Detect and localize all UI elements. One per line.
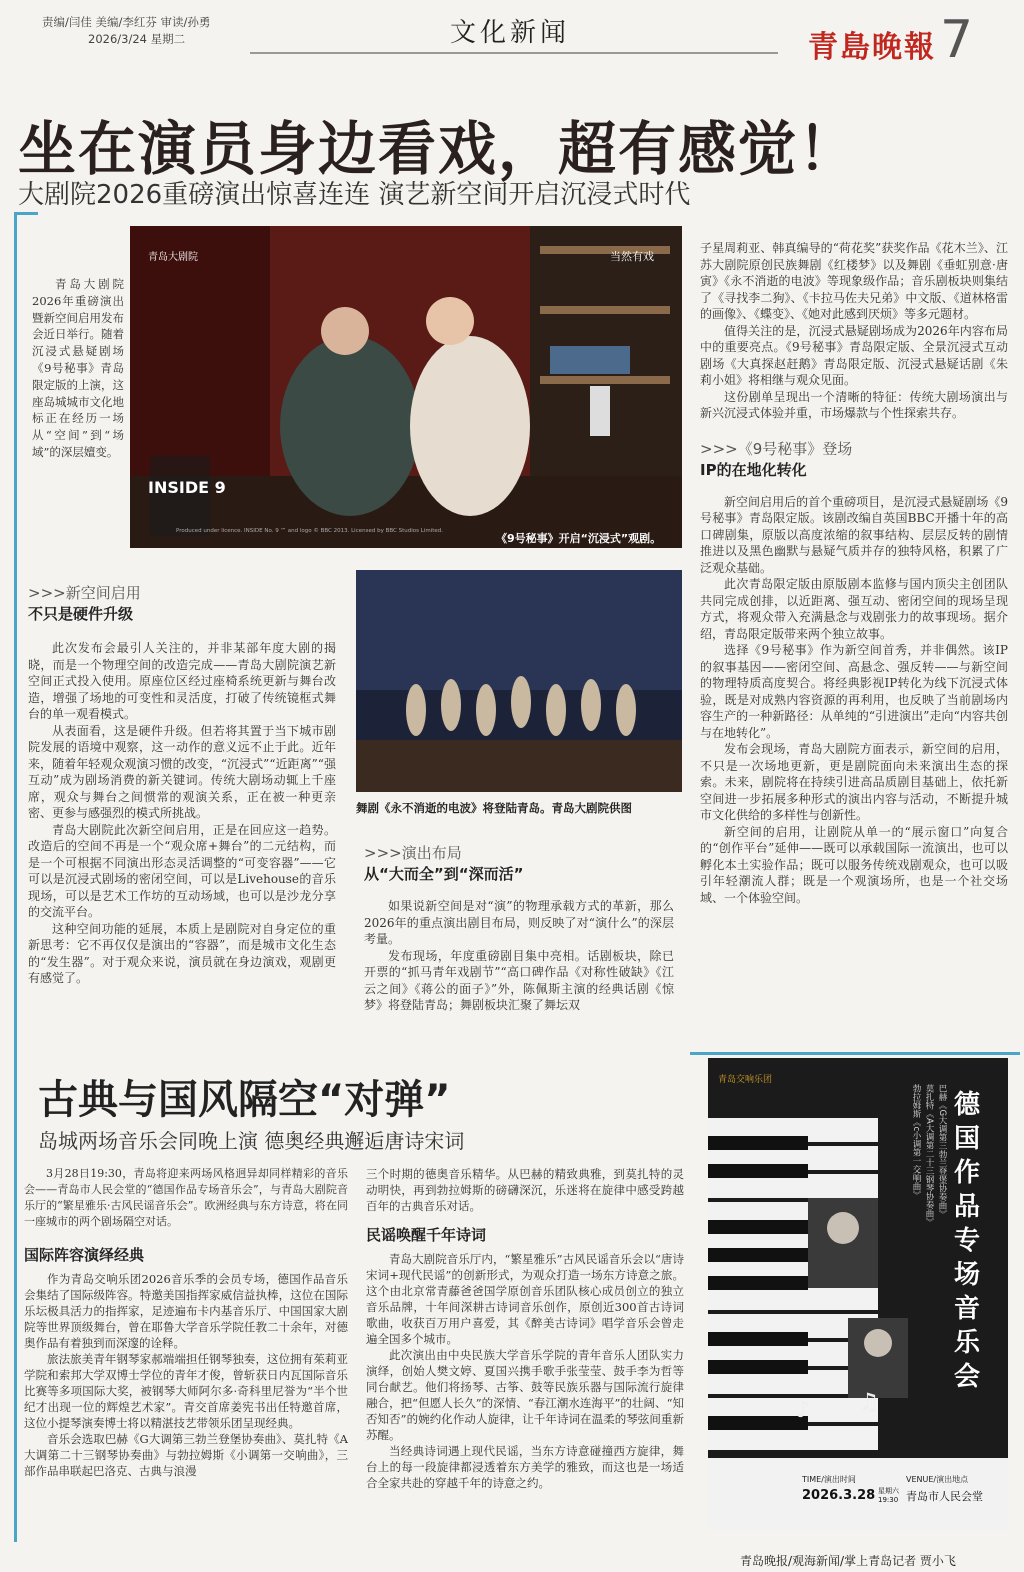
article2-section1-body xyxy=(24,1271,348,1479)
poster-piece: 勃拉姆斯《c小调第一交响曲》 xyxy=(911,1084,921,1200)
paragraph: 选择《9号秘事》作为新空间首秀，并非偶然。该IP的叙事基因——密闭空间、高悬念、强反转——与新空间的物理特质高度契合。将经典影视IP转化为线下沉浸式体验，既是对成熟内容资源的再利用，也反映了当前剧场内容生产的一种新路径：从单纯的“引进演出”走向“内容共创与在地转化”。 xyxy=(700,643,1008,740)
paragraph: 旅法旅美青年钢琴家郝端端担任钢琴独奏，这位拥有茱莉亚学院和索邦大学双博士学位的青年才俊，曾斩获日内瓦国际音乐比赛等多项国际大奖，被钢琴大师阿尔多·奇科里尼誉为“半个世纪才出现一位的辉煌艺术家”。青交首席姜宪书出任特邀首席，这位小提琴演奏博士将以精湛技艺带领乐团呈现经典。 xyxy=(24,1352,348,1430)
paragraph: 当经典诗词遇上现代民谣，当东方诗意碰撞西方旋律，舞台上的每一段旋律都浸透着东方美学的雅致，而这也是一场适合全家共赴的穿越千年的诗意之约。 xyxy=(366,1444,684,1490)
section1-body xyxy=(28,640,336,987)
paper-logo: 青島晚報 xyxy=(808,30,936,65)
photo1-caption: 《9号秘事》开启“沉浸式”观剧。 xyxy=(496,532,662,545)
poster-title: 德国作品专场音乐会 xyxy=(954,1090,981,1392)
section1 xyxy=(28,582,336,987)
column3-body-top xyxy=(700,240,1008,422)
paragraph: 发布现场，年度重磅剧目集中亮相。话剧板块，除已开票的“抓马青年戏剧节”“高口碑作品《对称性破缺》《江云之间》《蒋公的面子》”外，陈佩斯主演的经典话剧《惊梦》将登陆青岛；舞剧板块汇聚了舞坛双 xyxy=(364,948,674,1012)
inside9-photo xyxy=(130,226,682,548)
section2-kicker: >>>演出布局 xyxy=(364,844,462,862)
article1-subheadline: 大剧院2026重磅演出惊喜连连 演艺新空间开启沉浸式时代 xyxy=(18,180,691,210)
concert-hour: 19:30 xyxy=(878,1496,899,1504)
byline: 青岛晚报/观海新闻/掌上青岛记者 贾小飞 xyxy=(740,1554,956,1568)
paragraph: 新空间的启用，让剧院从单一的“展示窗口”向复合的“创作平台”延伸——既可以承载国际一流演出，也可以孵化本土实验作品；既可以服务传统戏剧观众，也可以吸引年轻潮流人群；既是一个观演场所，也是一个社交场域、一个体验空间。 xyxy=(700,824,1008,905)
column3-body-bottom xyxy=(700,494,1008,907)
paragraph: 发布会现场，青岛大剧院方面表示，新空间的启用，不只是一次场地更新，更是剧院面向未来演出生态的探索。未来，剧院将在持续引进高品质剧目基础上，依托新空间进一步拓展多种形式的演出内容与活动，不断提升城市文化供给的多样性与创新性。 xyxy=(700,742,1008,822)
paragraph: 从表面看，这是硬件升级。但若将其置于当下城市剧院发展的语境中观察，这一动作的意义远不止于此。近年来，随着年轻观众观演习惯的改变，“沉浸式”“近距离”“强互动”成为剧场消费的新关键词。传统大剧场动辄上千座席，观众与舞台之间惯常的观演关系，正在被一种更亲密、更参与感强烈的模式所挑战。 xyxy=(28,723,336,820)
paragraph: 新空间启用后的首个重磅项目，是沉浸式悬疑剧场《9号秘事》青岛限定版。该剧改编自英国BBC开播十年的高口碑剧集，原版以高度浓缩的叙事结构、层层反转的剧情推进以及黑色幽默与悬疑气质并存的独特风格，积累了广泛观众基础。 xyxy=(700,494,1008,575)
article2-section2-title: 民谣唤醒千年诗词 xyxy=(366,1226,487,1244)
paragraph: 此次发布会最引人关注的，并非某部年度大剧的揭晓，而是一个物理空间的改造完成——青岛大剧院演艺新空间正式投入使用。原座位区经过座椅系统更新与舞台改造，增强了场地的可变性和灵活度，打破了传统镜框式舞台的单一观看模式。 xyxy=(28,641,336,721)
article2-col1 xyxy=(24,1244,348,1479)
article2-lead: 3月28日19:30，青岛将迎来两场风格迥异却同样精彩的音乐会——青岛市人民会堂的“德国作品专场音乐会”，与青岛大剧院音乐厅的“繁星雅乐·古风民谣音乐会”。欧洲经典与东方诗意，将在同一座城市的两个剧场隔空对话。 xyxy=(24,1167,348,1228)
poster-pieces xyxy=(896,1084,948,1226)
theatre-logo: 青岛大剧院 xyxy=(148,252,198,263)
article-divider xyxy=(690,1052,1020,1055)
poster-piece: 巴赫《G大调第三勃兰登堡协奏曲》 xyxy=(937,1084,947,1219)
photo2-caption: 舞剧《永不消逝的电波》将登陆青岛。青岛大剧院供图 xyxy=(356,801,632,815)
poster-piece: 莫扎特《A大调第二十三钢琴协奏曲》 xyxy=(924,1084,934,1226)
article2-subheadline: 岛城两场音乐会同晚上演 德奥经典邂逅唐诗宋词 xyxy=(38,1129,465,1153)
section1-kicker: >>>新空间启用 xyxy=(28,584,141,602)
article2-section2-body xyxy=(366,1251,684,1491)
dance-photo xyxy=(356,570,682,792)
section2-title: 从“大而全”到“深而活” xyxy=(364,865,524,883)
section-rule xyxy=(250,52,778,54)
paragraph: 这份剧单呈现出一个清晰的特征：传统大剧场演出与新兴沉浸式体验并重，市场爆款与个性探索共存。 xyxy=(700,389,1008,420)
venue-label: VENUE/演出地点 xyxy=(906,1475,969,1484)
article2-col2 xyxy=(366,1166,684,1491)
inside9-poster-text: INSIDE 9 xyxy=(148,478,226,497)
paragraph: 此次青岛限定版由原版剧本监修与国内顶尖主创团队共同完成创排，以近距离、强互动、密闭空间的现场呈现方式，将观众带入充满悬念与戏剧张力的故事现场。据介绍，青岛限定版带来两个独立故事。 xyxy=(700,577,1008,641)
section3-title: IP的在地化转化 xyxy=(700,460,807,479)
music-note-icon: ♪ xyxy=(796,1398,811,1423)
article2-headline: 古典与国风隔空“对弹” xyxy=(38,1077,451,1123)
section-title: 文化新闻 xyxy=(449,18,570,48)
masthead-credits xyxy=(42,14,210,48)
article1-headline: 坐在演员身边看戏，超有感觉！ xyxy=(18,115,859,183)
concert-venue: 青岛市人民会堂 xyxy=(906,1490,983,1503)
photo-credit: Produced under licence. INSIDE No. 9 ™ and logo © BBC 2013. Licensed by BBC Studios Limited. xyxy=(176,528,444,534)
article1-lead: 青岛大剧院2026年重磅演出暨新空间启用发布会近日举行。随着沉浸式悬疑剧场《9号秘事》青岛限定版的上演，这座岛城城市文化地标正在经历一场从“空间”到“场域”的深层嬗变。 xyxy=(32,277,124,459)
concert-poster xyxy=(708,1058,1008,1530)
section2-body xyxy=(364,898,674,1014)
paragraph: 值得关注的是，沉浸式悬疑剧场成为2026年内容布局中的重要亮点。《9号秘事》青岛限定版、全景沉浸式互动剧场《大真探赵赶鹅》青岛限定版、沉浸式悬疑话剧《朱莉小姐》将相继与观众见面。 xyxy=(700,323,1008,387)
date-line: 2026/3/24 星期二 xyxy=(88,32,186,46)
paragraph: 青岛大剧院此次新空间启用，正是在回应这一趋势。改造后的空间不再是一个“观众席+舞台”的二元结构，而是一个可根据不同演出形态灵活调整的“可变容器”——它可以是沉浸式剧场的密闭空间，可以是Livehouse的音乐现场，可以是艺术工作坊的互动场域，也可以是沙龙分享的交流平台。 xyxy=(28,822,336,919)
section1-title: 不只是硬件升级 xyxy=(28,605,134,623)
concert-weekday: 星期六 xyxy=(878,1487,899,1495)
paragraph: 此次演出由中央民族大学音乐学院的青年音乐人团队实力演绎，创始人樊文婷、夏国兴携手歌手张莹莹、鼓手李为哲等同台献艺。他们将扬琴、古筝、鼓等民族乐器与国际流行旋律融合，把“但愿人长久”的深情、“春江潮水连海平”的壮阔、“知否知否”的婉约化作动人旋律，让千年诗词在温柔的琴弦间重新苏醒。 xyxy=(366,1348,684,1442)
time-label: TIME/演出时间 xyxy=(802,1475,856,1484)
editors-line: 责编/闫佳 美编/李红芬 审读/孙勇 xyxy=(42,15,211,29)
paragraph: 这种空间功能的延展，本质上是剧院对自身定位的重新思考：它不再仅仅是演出的“容器”，而是城市文化生态的“发生器”。对于观众来说，演员就在身边演戏，观剧更有感觉了。 xyxy=(28,921,336,985)
dance-stage-image xyxy=(356,570,682,792)
music-note-icon: ♫ xyxy=(858,1388,880,1416)
orchestra-logo: 青岛交响乐团 xyxy=(718,1075,773,1085)
paragraph: 如果说新空间是对“演”的物理承载方式的革新，那么2026年的重点演出剧目布局，则反映了对“演什么”的深层考量。 xyxy=(364,899,674,946)
page-number: 7 xyxy=(940,10,974,70)
paragraph: 子星周莉亚、韩真编导的“荷花奖”获奖作品《花木兰》、江苏大剧院原创民族舞剧《红楼梦》以及舞剧《垂虹别意·唐寅》《永不消逝的电波》等现象级作品；音乐剧板块则集结了《寻找李二狗》、《卡拉马佐夫兄弟》中文版、《道林格雷的画像》、《蝶变》、《她对此感到厌烦》等多元题材。 xyxy=(700,241,1008,321)
concert-date: 2026.3.28 xyxy=(802,1488,876,1503)
badge-logo: 当然有戏 xyxy=(610,250,654,263)
paragraph: 青岛大剧院音乐厅内，“繁星雅乐”古风民谣音乐会以“唐诗宋词+现代民谣”的创新形式，为观众打造一场东方诗意之旅。这个由北京常青藤爸爸国学原创音乐团队核心成员创立的独立音乐品牌，十年间深耕古诗词音乐创作，原创近300首古诗词歌曲，收获百万用户喜爱，其《醉美古诗词》唱学音乐会曾走遍全国多个城市。 xyxy=(366,1252,684,1346)
paragraph: 作为青岛交响乐团2026音乐季的会员专场，德国作品音乐会集结了国际级阵容。特邀美国指挥家威信益执棒，这位在国际乐坛极具活力的指挥家，足迹遍布卡内基音乐厅、中国国家大剧院等世界顶级舞台，曾在耶鲁大学音乐学院任教二十余年，对德奥作品有着独到而深邃的诠释。 xyxy=(24,1272,348,1350)
section2 xyxy=(364,842,674,1014)
paragraph: 音乐会选取巴赫《G大调第三勃兰登堡协奏曲》、莫扎特《A大调第二十三钢琴协奏曲》与勃拉姆斯《小调第一交响曲》，三部作品串联起巴洛克、古典与浪漫 xyxy=(24,1432,348,1478)
article2-col2-intro: 三个时期的德奥音乐精华。从巴赫的精致典雅，到莫扎特的灵动明快，再到勃拉姆斯的磅礴深沉，乐迷将在旋律中感受跨越百年的古典音乐对话。 xyxy=(366,1167,684,1213)
article2-section1-title: 国际阵容演绎经典 xyxy=(24,1246,145,1264)
column3 xyxy=(700,240,1008,906)
stage-scene-image xyxy=(130,226,682,548)
section3-kicker: >>>《9号秘事》登场 xyxy=(700,439,853,458)
